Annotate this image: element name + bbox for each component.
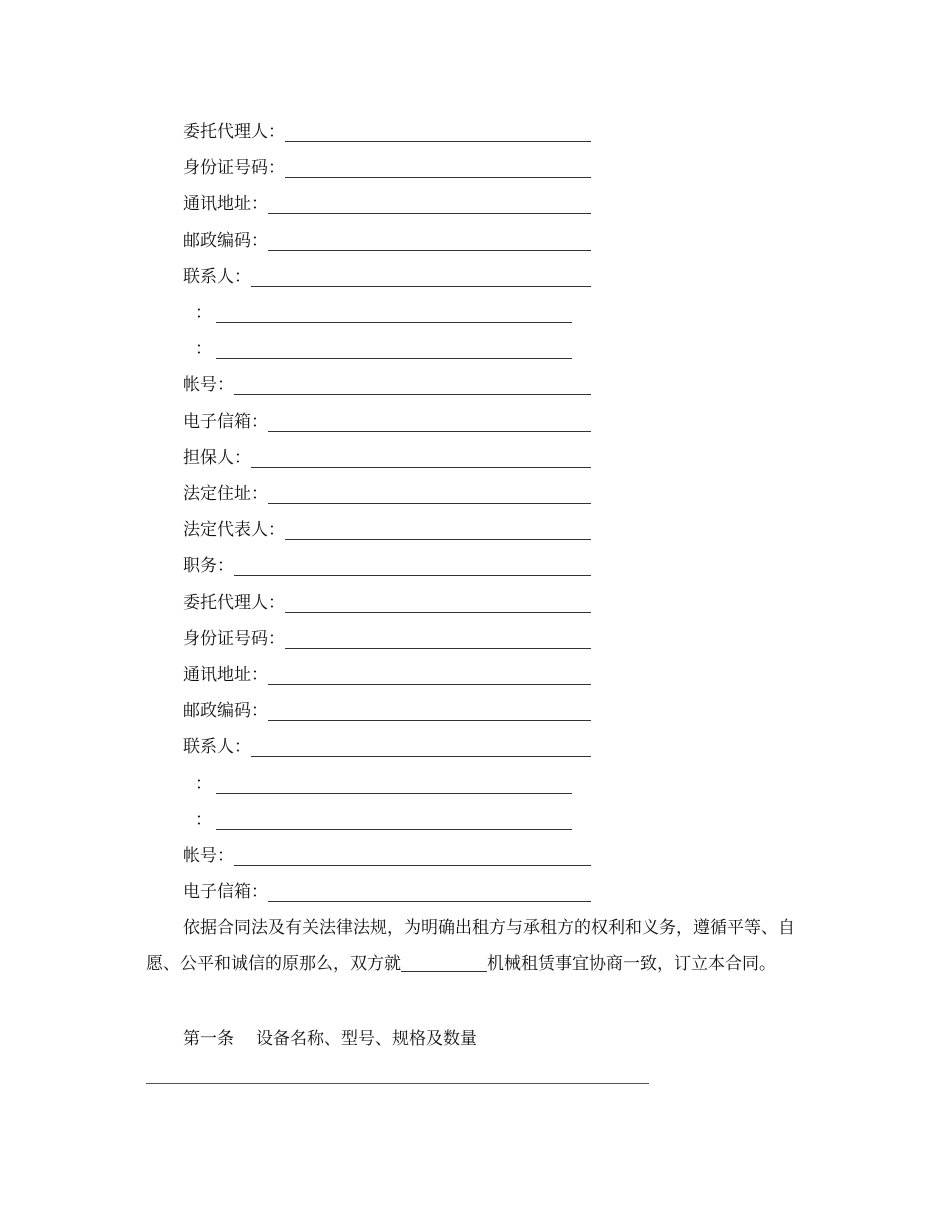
form-field-row	[183, 879, 591, 905]
form-field-row	[183, 734, 591, 760]
form-field-blank-line[interactable]	[285, 519, 591, 540]
form-field-label: ：	[195, 773, 212, 794]
form-field-label: 通讯地址：	[183, 194, 268, 215]
form-field-row	[183, 264, 591, 290]
form-field-label: 身份证号码：	[183, 628, 285, 649]
form-field-label: 通讯地址：	[183, 665, 268, 685]
form-field-row	[195, 336, 572, 362]
form-field-label: 法定住址：	[183, 484, 268, 504]
form-field-blank-line[interactable]	[285, 628, 591, 649]
form-field-row	[183, 409, 591, 435]
form-field-row	[195, 771, 572, 797]
form-field-blank-line[interactable]	[234, 555, 591, 576]
form-field-blank-line[interactable]	[268, 230, 591, 251]
form-field-label: 身份证号码：	[183, 158, 285, 179]
form-field-blank-line[interactable]	[268, 700, 591, 721]
form-field-row	[195, 300, 572, 326]
form-field-row	[183, 155, 591, 181]
article-1-blank-line	[146, 1083, 649, 1084]
form-field-label: 帐号：	[183, 375, 234, 396]
form-field-row	[183, 191, 591, 217]
form-field-label: ：	[195, 339, 212, 360]
form-field-blank-line[interactable]	[251, 736, 591, 757]
form-field-label: 邮政编码：	[183, 701, 268, 722]
form-field-blank-line[interactable]	[251, 266, 591, 287]
form-field-blank-line[interactable]	[216, 302, 572, 323]
form-field-label: 职务：	[183, 556, 234, 577]
form-field-blank-line[interactable]	[285, 121, 591, 142]
form-field-label: ：	[195, 303, 212, 323]
form-field-blank-line[interactable]	[234, 374, 591, 395]
form-field-row	[183, 481, 591, 507]
form-field-row	[183, 843, 591, 869]
article-1-number: 第一条	[183, 1029, 234, 1049]
form-field-blank-line[interactable]	[216, 773, 572, 794]
form-field-label: 法定代表人：	[183, 520, 285, 541]
form-field-blank-line[interactable]	[268, 411, 591, 432]
form-field-label: ：	[195, 809, 212, 830]
form-field-row	[183, 372, 591, 398]
form-field-row	[195, 807, 572, 833]
form-field-blank-line[interactable]	[285, 157, 591, 178]
form-field-blank-line[interactable]	[234, 845, 591, 866]
form-field-label: 邮政编码：	[183, 230, 268, 251]
form-field-row	[183, 626, 591, 652]
form-field-blank-line[interactable]	[285, 592, 591, 613]
form-field-row	[183, 662, 591, 688]
form-field-label: 委托代理人：	[183, 122, 285, 142]
preamble-blank-line	[401, 951, 487, 972]
form-field-label: 委托代理人：	[183, 592, 285, 613]
preamble-text-before-blank: 依据合同法及有关法律法规，为明确出租方与承租方的权利和义务，遵循平等、自愿、公平和诚信的原那么，双方就	[146, 918, 795, 974]
form-field-blank-line[interactable]	[268, 881, 591, 902]
form-field-row	[183, 698, 591, 724]
contract-preamble-paragraph	[146, 910, 806, 982]
preamble-text-after-blank: 机械租赁事宜协商一致，订立本合同。	[487, 954, 776, 974]
form-field-label: 联系人：	[183, 266, 251, 287]
form-field-blank-line[interactable]	[216, 809, 572, 830]
form-field-label: 担保人：	[183, 447, 251, 468]
form-field-blank-line[interactable]	[216, 338, 572, 359]
form-field-label: 电子信箱：	[183, 411, 268, 432]
form-field-label: 联系人：	[183, 737, 251, 758]
form-field-row	[183, 590, 591, 616]
article-1-title: 设备名称、型号、规格及数量	[256, 1029, 477, 1049]
form-field-blank-line[interactable]	[268, 483, 591, 504]
article-1-heading	[183, 1026, 477, 1052]
form-field-blank-line[interactable]	[251, 447, 591, 468]
form-field-label: 帐号：	[183, 846, 234, 866]
form-field-row	[183, 553, 591, 579]
form-field-blank-line[interactable]	[268, 193, 591, 214]
form-field-row	[183, 119, 591, 145]
form-field-label: 电子信箱：	[183, 882, 268, 903]
form-field-row	[183, 228, 591, 254]
form-field-row	[183, 445, 591, 471]
form-field-blank-line[interactable]	[268, 664, 591, 685]
form-field-row	[183, 517, 591, 543]
